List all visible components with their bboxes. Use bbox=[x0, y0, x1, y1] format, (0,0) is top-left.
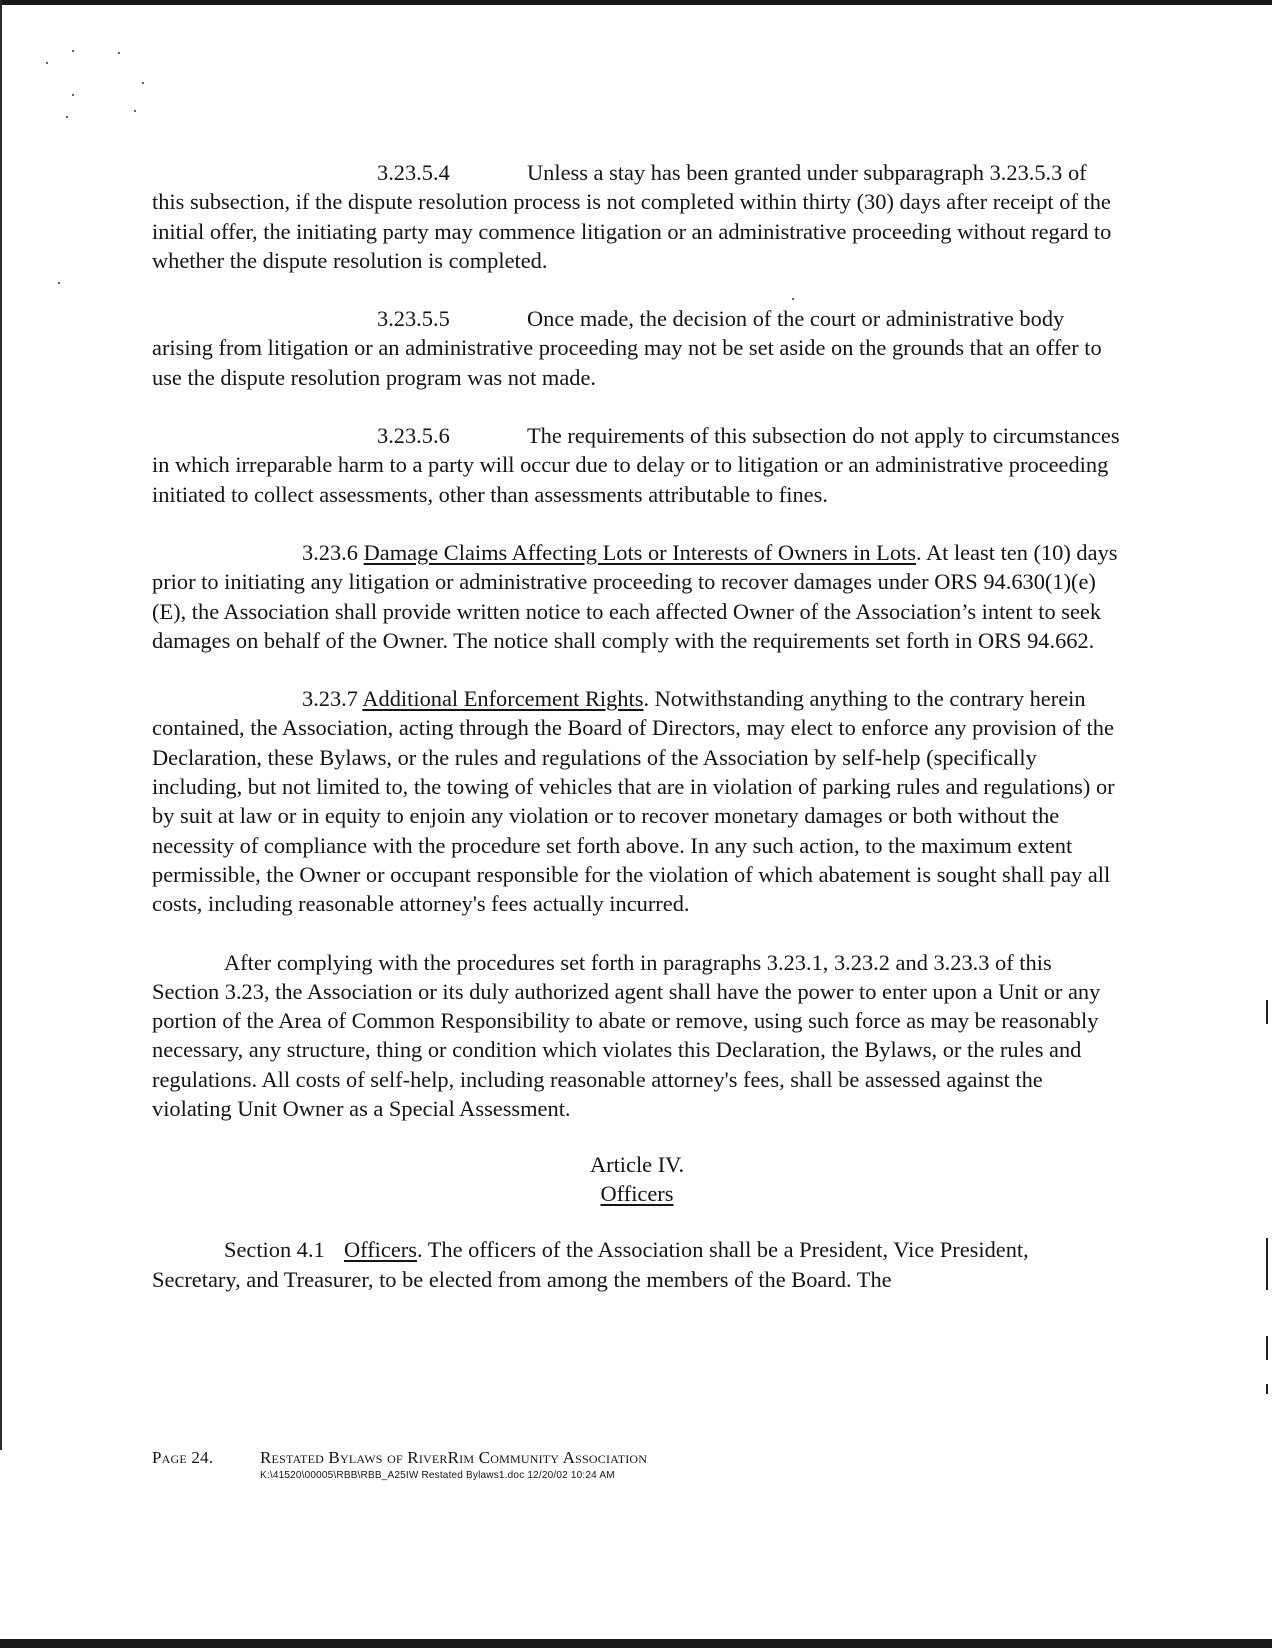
paragraph-3-23-6 bbox=[152, 538, 1122, 655]
footer-title: Restated Bylaws of RiverRim Community Association bbox=[260, 1448, 648, 1467]
section-number: Section 4.1 bbox=[224, 1237, 325, 1263]
paragraph-self-help bbox=[152, 948, 1122, 1124]
paragraph-number: 3.23.6 bbox=[302, 539, 358, 565]
paragraph-text: Once made, the decision of the court or administrative body arising from litigation or an administrative proceeding may not be set aside on the grounds that an offer to use the dispute resolution program was not made. bbox=[152, 306, 1102, 390]
article-heading bbox=[152, 1150, 1122, 1208]
paragraph-heading: Additional Enforcement Rights bbox=[362, 686, 644, 712]
paragraph-text: After complying with the procedures set forth in paragraphs 3.23.1, 3.23.2 and 3.23.3 of this Section 3.23, the Association or its duly authorized agent shall have the power to enter upon a Unit or any portion of the Area of Common Responsibility to abate or remove, using such force as may be reasonably necessary, any structure, thing or condition which violates this Declaration, the Bylaws, or the rules and regulations. All costs of self-help, including reasonable attorney's fees, shall be assessed against the violating Unit Owner as a Special Assessment. bbox=[152, 949, 1101, 1122]
paragraph-number: 3.23.5.5 bbox=[377, 306, 450, 332]
scan-speck bbox=[142, 82, 144, 84]
scan-speck bbox=[58, 282, 60, 284]
paragraph-3-23-5-6 bbox=[152, 421, 1122, 509]
paragraph-text: . At least ten (10) days prior to initiating any litigation or administrative proceeding to recover damages under ORS 94.630(1)(e)(E), the Association shall provide written notice to each affected Owner of the Association’s intent to seek damages on behalf of the Owner. The notice shall comply with the requirements set forth in ORS 94.662. bbox=[152, 539, 1118, 653]
scan-speck bbox=[66, 116, 68, 118]
paragraph-heading: Damage Claims Affecting Lots or Interests of Owners in Lots bbox=[363, 539, 916, 565]
paragraph-text: . Notwithstanding anything to the contrary herein contained, the Association, acting through the Board of Directors, may elect to enforce any provision of the Declaration, these Bylaws, or the rules and regulations of the Association by self-help (specifically including, but not limited to, the towing of vehicles that are in violation of parking rules and regulations) or by suit at law or in equity to enjoin any violation or to recover monetary damages or both without the necessity of compliance with the procedure set forth above. In any such action, to the maximum extent permissible, the Owner or occupant responsible for the violation of which abatement is sought shall pay all costs, including reasonable attorney's fees actually incurred. bbox=[152, 686, 1115, 917]
section-text: . The officers of the Association shall be a President, Vice President, Secretary, and Treasurer, to be elected from among the members of the Board. The bbox=[152, 1237, 1029, 1292]
paragraph-number: 3.23.5.6 bbox=[377, 423, 450, 449]
article-title: Officers bbox=[600, 1181, 674, 1207]
paragraph-3-23-5-5 bbox=[152, 304, 1122, 392]
scan-speck bbox=[46, 62, 48, 64]
footer-file-path: K:\41520\00005\RBB\RBB_A25IW Restated Bylaws1.doc 12/20/02 10:24 AM bbox=[260, 1470, 615, 1481]
scan-speck bbox=[72, 94, 74, 96]
scan-speck bbox=[118, 52, 120, 54]
page-footer bbox=[152, 1448, 647, 1481]
scan-speck bbox=[134, 110, 136, 112]
scan-margin-mark bbox=[1266, 1238, 1268, 1290]
scan-top-edge bbox=[0, 0, 1272, 5]
article-number: Article IV. bbox=[589, 1152, 685, 1178]
scan-margin-mark bbox=[1266, 1336, 1268, 1360]
scan-bottom-edge bbox=[0, 1639, 1272, 1648]
scan-speck bbox=[72, 50, 74, 52]
paragraph-3-23-7 bbox=[152, 684, 1122, 918]
scan-margin-mark bbox=[1266, 1384, 1268, 1394]
paragraph-text: Unless a stay has been granted under subparagraph 3.23.5.3 of this subsection, if the dispute resolution process is not completed within thirty (30) days after receipt of the initial offer, the initiating party may commence litigation or an administrative proceeding without regard to whether the dispute resolution is completed. bbox=[152, 160, 1112, 273]
scan-margin-mark bbox=[1266, 1000, 1268, 1024]
paragraph-number: 3.23.5.4 bbox=[377, 160, 450, 185]
section-heading: Officers bbox=[344, 1237, 417, 1263]
scan-left-edge bbox=[0, 0, 2, 1450]
document-body bbox=[152, 158, 1122, 1323]
paragraph-text: The requirements of this subsection do not apply to circumstances in which irreparable harm to a party will occur due to delay or to litigation or an administrative proceeding initiated to collect assessments, other than assessments attributable to fines. bbox=[152, 423, 1120, 507]
paragraph-3-23-5-4 bbox=[152, 158, 1122, 275]
page-number: Page 24. bbox=[152, 1448, 214, 1467]
paragraph-number: 3.23.7 bbox=[302, 686, 358, 712]
section-4-1 bbox=[152, 1235, 1122, 1294]
